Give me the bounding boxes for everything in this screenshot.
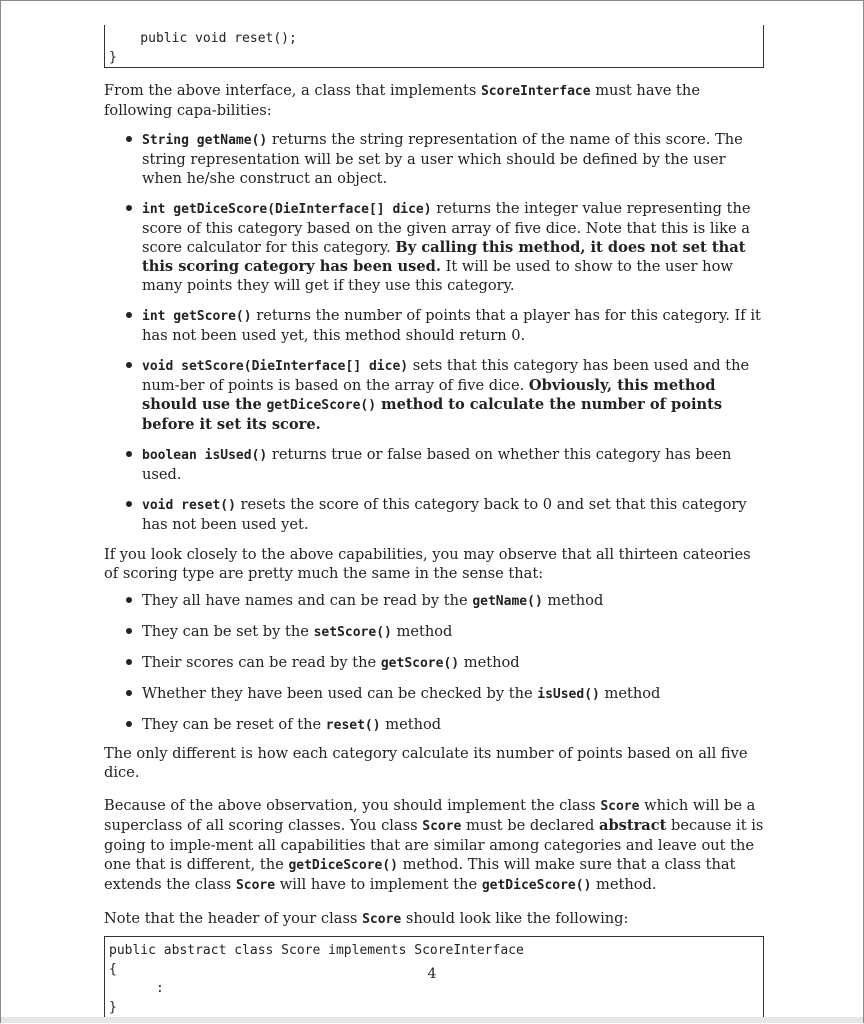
observation-text: Their scores can be read by the [142, 654, 381, 671]
observation-text: They can be reset of the [142, 716, 326, 733]
text-run: method. [591, 876, 657, 893]
method-description: sets that this category has been used and the num-ber of points is based on the array of five dice. [142, 357, 750, 394]
code-run: Score [600, 799, 640, 814]
intro-code: ScoreInterface [480, 84, 591, 99]
observation-text: They can be set by the [142, 623, 314, 640]
method-emphasis-2: method to calculate the number of points before it set its score. [142, 396, 723, 433]
bold-run: abstract [599, 817, 667, 834]
list-item [142, 356, 764, 434]
code-line: public abstract class Score implements ScoreInterface [109, 943, 524, 958]
method-description: returns true or false based on whether this category has been used. [142, 446, 732, 483]
observation-code: reset() [325, 718, 381, 733]
observation-code: getScore() [380, 656, 460, 671]
header-note-paragraph [104, 909, 764, 929]
code-line: public void reset(); [109, 31, 297, 46]
capabilities-list [104, 130, 764, 534]
list-item [142, 495, 764, 534]
intro-text: From the above interface, a class that implements [104, 82, 481, 99]
observe-paragraph: If you look closely to the above capabilities, you may observe that all thirteen cateories of scoring type are pretty much the same in the sense that: [104, 546, 751, 582]
text-run: because it is going to imple-ment all capabilities that are similar among categories and leave out the one that is different, the [104, 817, 764, 873]
method-signature: int getDiceScore(DieInterface[] dice) [142, 202, 432, 217]
text-run: method. This will make sure that a class that extends the class [104, 856, 736, 893]
observation-text-2: method [599, 685, 661, 702]
observation-code: isUsed() [537, 687, 600, 702]
text-run: will have to implement the [275, 876, 482, 893]
method-emphasis: Obviously, this method should use the [142, 377, 716, 413]
method-description: returns the number of points that a player has for this category. If it has not been used yet, this method should return 0. [142, 307, 761, 344]
code-line: } [109, 1000, 117, 1015]
method-signature: void setScore(DieInterface[] dice) [142, 359, 409, 374]
observation-code: getName() [472, 594, 543, 609]
code-run: getDiceScore() [481, 878, 592, 893]
method-description: returns the string representation of the name of this score. The string representation will be set by a user which should be defined by the user when he/she construct an object. [142, 131, 743, 187]
observation-text: Whether they have been used can be checked by the [142, 685, 538, 702]
intro-text-2: must have the following capa-bilities: [104, 82, 700, 119]
method-signature: int getScore() [142, 309, 252, 324]
text-run: should look like the following: [401, 910, 629, 927]
page-content [104, 1, 764, 1022]
page-bottom-edge [1, 1017, 863, 1023]
code-run: Score [422, 819, 462, 834]
list-item [142, 199, 764, 295]
method-signature: boolean isUsed() [142, 448, 268, 463]
method-emphasis: By calling this method, it does not set that this scoring category has been used. [142, 239, 746, 275]
code-run: Score [235, 878, 276, 893]
list-item [142, 622, 764, 642]
list-item [142, 130, 764, 188]
code-run: getDiceScore() [288, 858, 399, 873]
text-run: Note that the header of your class [104, 910, 363, 927]
observation-text-2: method [391, 623, 453, 640]
method-signature: void reset() [142, 498, 236, 513]
page-number: 4 [427, 966, 437, 982]
interface-code-snippet [104, 25, 764, 68]
method-description-2: It will be used to show to the user how many points they will get if they use this category. [142, 258, 733, 294]
observations-list [104, 591, 764, 735]
code-run: Score [362, 912, 402, 927]
intro-paragraph [104, 81, 764, 120]
list-item [142, 715, 764, 735]
list-item [142, 445, 764, 484]
code-line: { [109, 962, 117, 977]
observation-code: setScore() [313, 625, 392, 640]
list-item [142, 684, 764, 704]
because-paragraph [104, 796, 764, 895]
list-item [142, 591, 764, 611]
code-line: : [109, 981, 164, 996]
method-signature: String getName() [142, 133, 268, 148]
list-item [142, 653, 764, 673]
code-line: } [109, 50, 117, 65]
method-emphasis-code: getDiceScore() [266, 398, 377, 413]
list-item [142, 306, 764, 345]
method-description: resets the score of this category back to 0 and set that this category has not been used yet. [142, 496, 747, 533]
text-run: Because of the above observation, you should implement the class [104, 797, 601, 814]
observation-text: They all have names and can be read by the [142, 592, 473, 609]
method-description: returns the integer value representing the score of this category based on the given array of five dice. Note that this is like a score calculator for this category. [142, 200, 751, 256]
text-run: which will be a superclass of all scoring classes. You class [104, 797, 756, 834]
observation-text-2: method [459, 654, 520, 671]
only-different-paragraph: The only different is how each category calculate its number of points based on all five dice. [104, 745, 748, 781]
observation-text-2: method [380, 716, 442, 733]
text-run: must be declared [461, 817, 599, 834]
observation-text-2: method [542, 592, 604, 609]
